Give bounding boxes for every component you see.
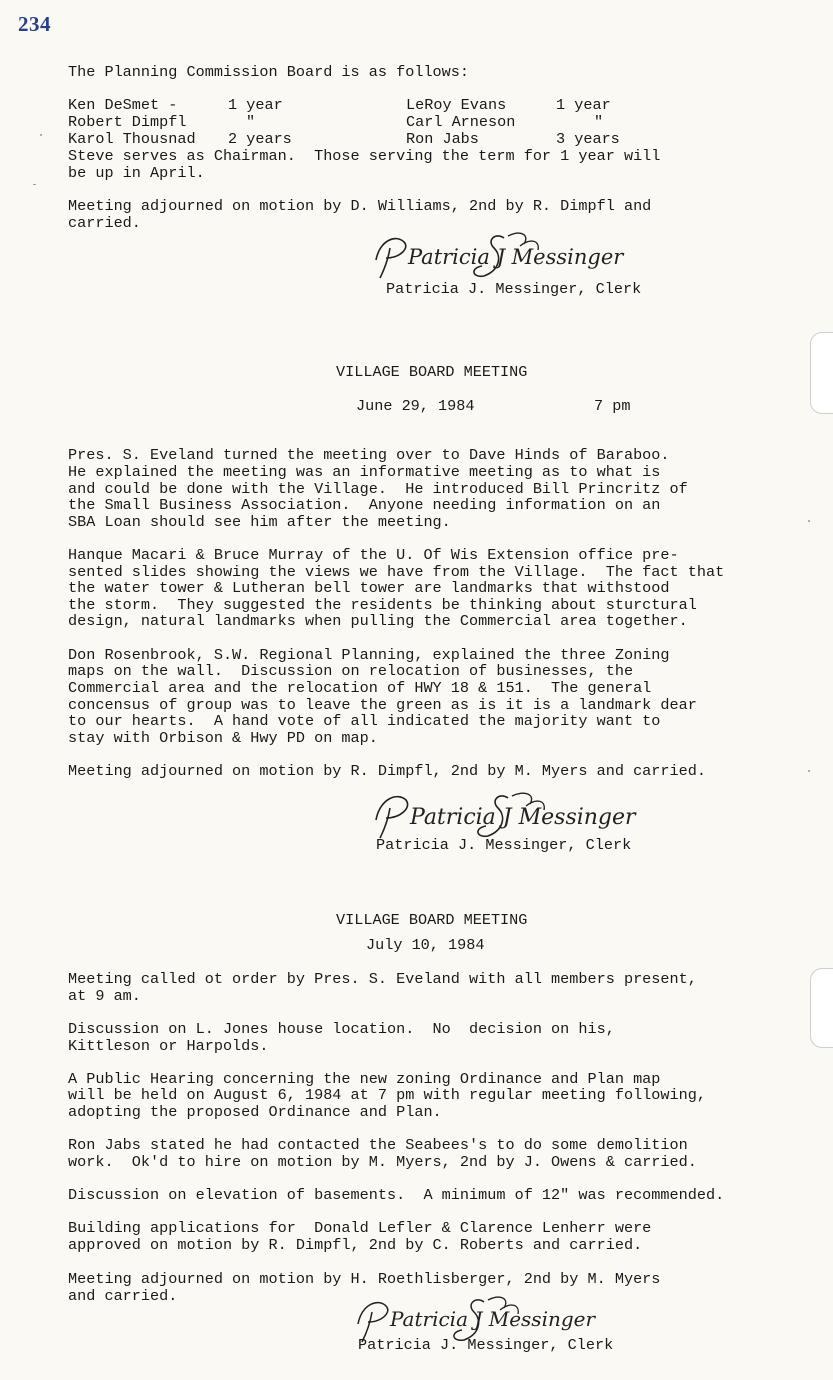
minutes-line: Hanque Macari & Bruce Murray of the U. Of Wis Extension office pre- [68, 546, 679, 564]
minutes-line: the Small Business Association. Anyone needing information on an [68, 496, 661, 514]
minutes-line: Meeting adjourned on motion by H. Roethlisberger, 2nd by M. Myers [68, 1270, 661, 1288]
minutes-line: the water tower & Lutheran bell tower are landmarks that withstood [68, 579, 670, 597]
member-term: 1 year [228, 96, 283, 114]
minutes-line: the storm. They suggested the residents be thinking about sturctural [68, 596, 697, 614]
minutes-line: Meeting adjourned on motion by R. Dimpfl, 2nd by M. Myers and carried. [68, 762, 706, 780]
svg-text:Patricia J Messinger: Patricia J Messinger [410, 805, 636, 830]
meeting-date: July 10, 1984 [366, 936, 485, 954]
svg-text:Patricia J Messinger: Patricia J Messinger [408, 245, 624, 269]
clerk-signature-line: Patricia J. Messinger, Clerk [376, 836, 632, 854]
meeting-time: 7 pm [594, 397, 631, 415]
planning-adjourn-line: Meeting adjourned on motion by D. Williams, 2nd by R. Dimpfl and [68, 197, 652, 215]
scan-speck [40, 134, 42, 136]
member-name: Karol Thousnad [68, 130, 196, 148]
handwritten-signature [370, 226, 660, 282]
minutes-line: maps on the wall. Discussion on relocation of businesses, the [68, 662, 634, 680]
member-term: " [594, 113, 604, 131]
minutes-line: Meeting called ot order by Pres. S. Eveland with all members present, [68, 970, 697, 988]
binder-tab-bottom [810, 968, 833, 1048]
page-number: 234 [18, 12, 51, 36]
minutes-line: approved on motion by R. Dimpfl, 2nd by C. Roberts and carried. [68, 1236, 643, 1254]
meeting-title: VILLAGE BOARD MEETING [336, 911, 528, 929]
minutes-line: and could be done with the Village. He introduced Bill Princritz of [68, 480, 688, 498]
member-name: Carl Arneson [406, 113, 516, 131]
clerk-signature-line: Patricia J. Messinger, Clerk [358, 1336, 614, 1354]
minutes-line: A Public Hearing concerning the new zoning Ordinance and Plan map [68, 1070, 661, 1088]
scan-speck [33, 184, 36, 185]
member-name: Robert Dimpfl [68, 113, 187, 131]
minutes-line: stay with Orbison & Hwy PD on map. [68, 729, 378, 747]
clerk-signature-line: Patricia J. Messinger, Clerk [386, 280, 642, 298]
member-term: 2 years [228, 130, 292, 148]
minutes-line: Commercial area and the relocation of HWY 18 & 151. The general [68, 679, 652, 697]
member-name: Ron Jabs [406, 130, 479, 148]
minutes-line: adopting the proposed Ordinance and Plan. [68, 1103, 442, 1121]
minutes-line: He explained the meeting was an informative meeting as to what is [68, 463, 661, 481]
minutes-line: work. Ok'd to hire on motion by M. Myers, 2nd by J. Owens & carried. [68, 1153, 697, 1171]
planning-heading: The Planning Commission Board is as follows: [68, 63, 470, 81]
scan-speck [808, 520, 810, 522]
svg-text:Patricia J Messinger: Patricia J Messinger [390, 1307, 596, 1331]
member-name: LeRoy Evans [406, 96, 507, 114]
minutes-line: concensus of group was to leave the green as is it is a landmark dear [68, 696, 697, 714]
member-term: 1 year [556, 96, 611, 114]
minutes-line: and carried. [68, 1287, 178, 1305]
minutes-line: at 9 am. [68, 987, 141, 1005]
minutes-line: Building applications for Donald Lefler & Clarence Lenherr were [68, 1219, 652, 1237]
planning-note-line: be up in April. [68, 164, 205, 182]
minutes-line: Discussion on elevation of basements. A minimum of 12" was recommended. [68, 1186, 725, 1204]
minutes-line: sented slides showing the views we have from the Village. The fact that [68, 563, 725, 581]
minutes-line: Pres. S. Eveland turned the meeting over to Dave Hinds of Baraboo. [68, 446, 670, 464]
member-term: 3 years [556, 130, 620, 148]
member-name: Ken DeSmet - [68, 96, 178, 114]
minutes-line: Kittleson or Harpolds. [68, 1037, 269, 1055]
minutes-line: Discussion on L. Jones house location. No decision on his, [68, 1020, 615, 1038]
handwritten-signature [370, 786, 670, 842]
minutes-line: will be held on August 6, 1984 at 7 pm with regular meeting following, [68, 1086, 706, 1104]
member-term: " [246, 113, 256, 131]
binder-tab-top [810, 332, 833, 414]
planning-adjourn-line: carried. [68, 214, 141, 232]
minutes-line: SBA Loan should see him after the meeting. [68, 513, 451, 531]
minutes-line: to our hearts. A hand vote of all indicated the majority want to [68, 712, 661, 730]
scan-speck [808, 770, 810, 772]
meeting-date: June 29, 1984 [356, 397, 475, 415]
minutes-line: Don Rosenbrook, S.W. Regional Planning, explained the three Zoning [68, 646, 670, 664]
minutes-line: Ron Jabs stated he had contacted the Seabees's to do some demolition [68, 1136, 688, 1154]
minutes-line: design, natural landmarks when pulling the Commercial area together. [68, 612, 688, 630]
meeting-title: VILLAGE BOARD MEETING [336, 363, 528, 381]
planning-note-line: Steve serves as Chairman. Those serving the term for 1 year will [68, 147, 661, 165]
